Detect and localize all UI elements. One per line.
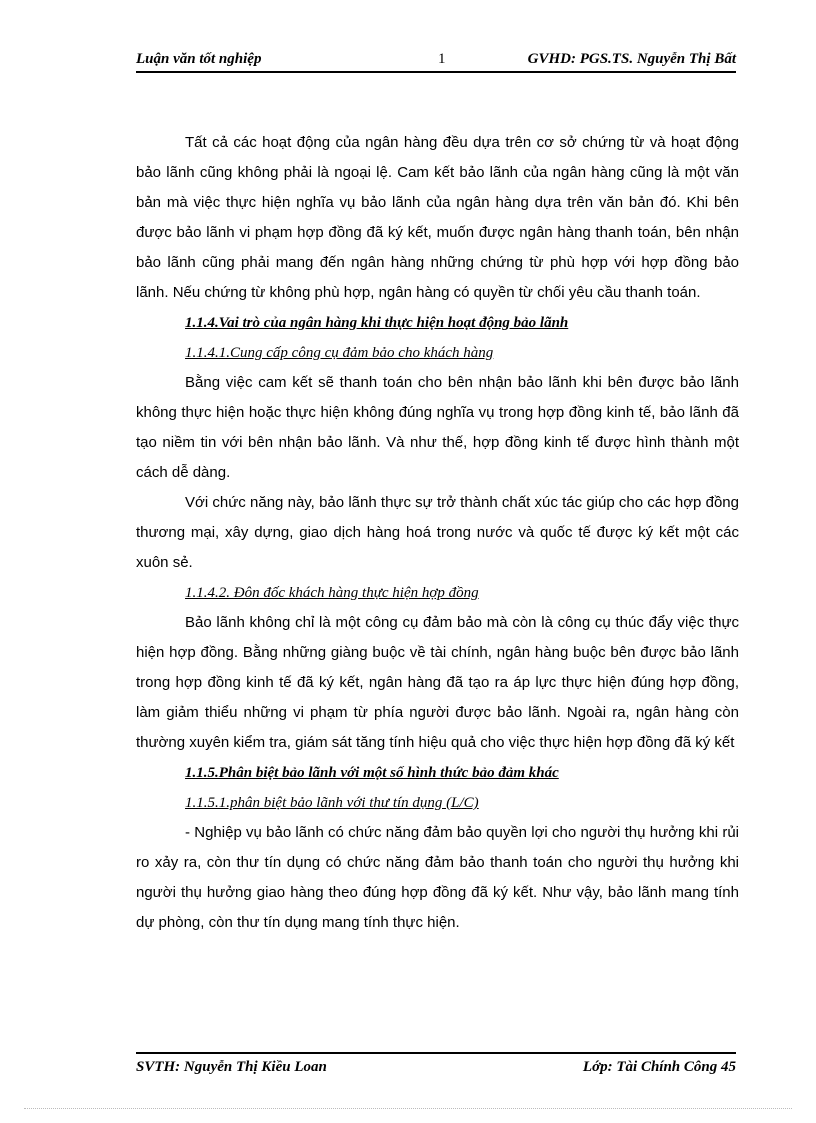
heading-1-1-5-text: 1.1.5.Phân biệt bảo lãnh với một số hình thức bảo đảm khác xyxy=(185,765,559,781)
heading-1-1-5-1-text: 1.1.5.1.phân biệt bảo lãnh với thư tín dụng (L/C) xyxy=(185,795,479,811)
page-number: 1 xyxy=(438,51,446,67)
heading-1-1-4-1 xyxy=(136,338,739,368)
page-header xyxy=(136,48,736,70)
paragraph-catalyst: Với chức năng này, bảo lãnh thực sự trở thành chất xúc tác giúp cho các hợp đồng thương mại, xây dựng, giao dịch hàng hoá trong nước và quốc tế được ký kết một các xuôn sẻ. xyxy=(136,494,739,571)
heading-1-1-4-2-text: 1.1.4.2. Đôn đốc khách hàng thực hiện hợp đồng xyxy=(185,585,479,601)
page-footer xyxy=(136,1056,736,1078)
header-rule xyxy=(136,71,736,73)
heading-1-1-4-text: 1.1.4.Vai trò của ngân hàng khi thực hiện hoạt động bảo lãnh xyxy=(185,315,569,331)
page-bottom-border xyxy=(24,1108,792,1109)
footer-student: SVTH: Nguyễn Thị Kiều Loan xyxy=(136,1059,327,1075)
document-body xyxy=(136,128,739,938)
footer-class: Lớp: Tài Chính Công 45 xyxy=(582,1059,736,1075)
footer-rule xyxy=(136,1052,736,1054)
paragraph-documents-basis: Tất cả các hoạt động của ngân hàng đều dựa trên cơ sở chứng từ và hoạt động bảo lãnh cũng không phải là ngoại lệ. Cam kết bảo lãnh của ngân hàng cũng là một văn bản mà việc thực hiện nghĩa vụ bảo lãnh của ngân hàng dựa trên văn bản đó. Khi bên được bảo lãnh vi phạm hợp đồng đã ký kết, muốn được ngân hàng thanh toán, bên nhận bảo lãnh cũng phải mang đến ngân hàng những chứng từ phù hợp với hợp đồng bảo lãnh. Nếu chứng từ không phù hợp, ngân hàng có quyền từ chối yêu cầu thanh toán. xyxy=(136,134,739,301)
paragraph-guarantee-commitment: Bằng việc cam kết sẽ thanh toán cho bên nhận bảo lãnh khi bên được bảo lãnh không thực hiện hoặc thực hiện không đúng nghĩa vụ trong hợp đồng kinh tế, bảo lãnh đã tạo niềm tin với bên nhận bảo lãnh. Và như thế, hợp đồng kinh tế được hình thành một cách dễ dàng. xyxy=(136,374,739,481)
header-thesis-title: Luận văn tốt nghiệp xyxy=(136,51,262,67)
heading-1-1-4-1-text: 1.1.4.1.Cung cấp công cụ đảm bảo cho khách hàng xyxy=(185,345,494,361)
heading-1-1-5 xyxy=(136,758,739,788)
paragraph-guarantee-vs-lc: - Nghiệp vụ bảo lãnh có chức năng đảm bảo quyền lợi cho người thụ hưởng khi rủi ro xảy ra, còn thư tín dụng có chức năng đảm bảo thanh toán cho người thụ hưởng khi người thụ hưởng giao hàng theo đúng hợp đồng đã ký kết. Như vậy, bảo lãnh mang tính dự phòng, còn thư tín dụng mang tính thực hiện. xyxy=(136,824,739,931)
heading-1-1-5-1 xyxy=(136,788,739,818)
paragraph-contract-enforcement: Bảo lãnh không chỉ là một công cụ đảm bảo mà còn là công cụ thúc đẩy việc thực hiện hợp đồng. Bằng những giàng buộc về tài chính, ngân hàng buộc bên được bảo lãnh trong hợp đồng kinh tế đã ký kết, ngân hàng đã tạo ra áp lực thực hiện đúng hợp đồng, làm giảm thiểu những vi phạm từ phía người được bảo lãnh. Ngoài ra, ngân hàng còn thường xuyên kiểm tra, giám sát tăng tính hiệu quả cho việc thực hiện hợp đồng đã ký kết xyxy=(136,614,739,751)
header-advisor: GVHD: PGS.TS. Nguyễn Thị Bất xyxy=(527,51,736,67)
heading-1-1-4-2 xyxy=(136,578,739,608)
heading-1-1-4 xyxy=(136,308,739,338)
